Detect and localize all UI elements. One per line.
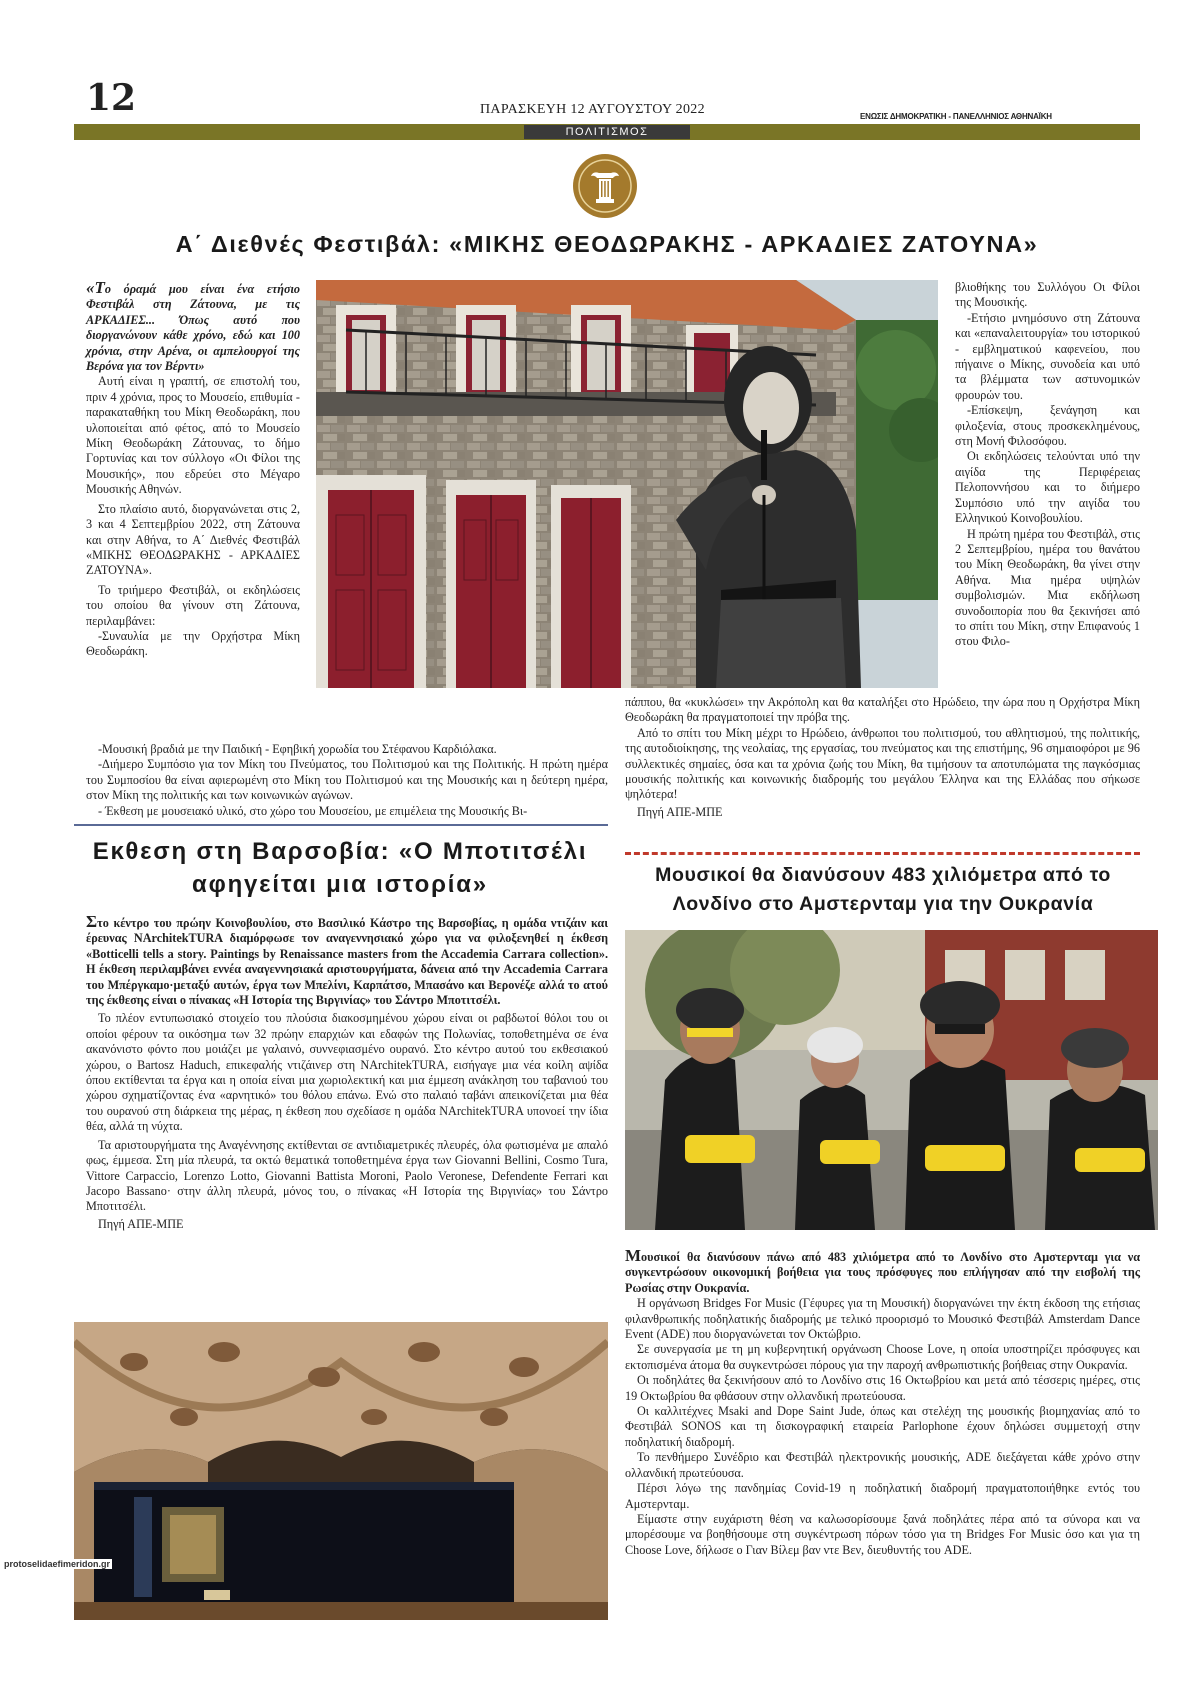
article1-paragraph: -Ετήσιο μνημόσυνο στη Ζάτουνα και «επαναλειτουργία» του ιστορικού - εμβληματικού καφενείου, που πήγαινε ο Μίκης, συνοδεία και υπό τα βλέμματα των αστυνομικών φρουρών του. xyxy=(955,310,1140,402)
issue-date: ΠΑΡΑΣΚΕΥΗ 12 ΑΥΓΟΥΣΤΟΥ 2022 xyxy=(480,102,705,117)
article1-paragraph: -Συναυλία με την Ορχήστρα Μίκη Θεοδωράκη. xyxy=(86,628,300,659)
article3-paragraph: Το πενθήμερο Συνέδριο και Φεστιβάλ ηλεκτρονικής μουσικής, ADE διεξάγεται κάθε χρόνο στην ολλανδική πρωτεύουσα. xyxy=(625,1450,1140,1480)
article1-paragraph: Αυτή είναι η γραπτή, σε επιστολή του, πριν 4 χρόνια, προς το Μουσείο, επιθυμία - παρακαταθήκη του Μίκη Θεοδωράκη, που υλοποιείται από φέτος, από το Μουσείο Μίκη Θεοδωράκη Ζάτουνας, το δήμο Γορτυνίας και τον σύλλογο «Οι Φίλοι της Μουσικής», που εδρεύει στο Μέγαρο Μουσικής Αθηνών. xyxy=(86,374,300,497)
article1-right-column xyxy=(955,280,1140,650)
article2-source: Πηγή ΑΠΕ-ΜΠΕ xyxy=(98,1216,184,1231)
article1-paragraph: Από το σπίτι του Μίκη μέχρι το Ηρώδειο, άνθρωποι του πολιτισμού, του αθλητισμού, της πολιτικής, της αυτοδιοίκησης, της νεολαίας, της εργασίας, του πνεύματος και της επιστήμης, 96 σημαιοφόροι με 96 συλλεκτικές σημαίες, όσα και τα χρόνια ζωής του Μίκη, θα τιμήσουν τα αποτυπώματα της παγκόσμιας μουσικής πολιτικής και κοινωνικής διαδρομής του μεγάλου Έλληνα και της Ελλάδας που σήκωσε ψηλότερα! xyxy=(625,725,1140,802)
article3-paragraph: Είμαστε στην ευχάριστη θέση να καλωσορίσουμε ξανά ποδηλάτες πέρα από τα σύνορα και να μπορέσουμε να βοηθήσουμε στη συγκέντρωση πόρων τόσο για τη Bridges For Music όσο και για τη Choose Love, δήλωσε ο Γιαν Βίλεμ βαν ντε Βεν, διευθυντής του ADE. xyxy=(625,1511,1140,1557)
article2-headline: Εκθεση στη Βαρσοβία: «Ο Μποτιτσέλι αφηγείται μια ιστορία» xyxy=(92,838,588,898)
cyclists-photo xyxy=(625,930,1158,1230)
article1-paragraph: Στο πλαίσιο αυτό, διοργανώνεται στις 2, 3 και 4 Σεπτεμβρίου 2022, στη Ζάτουνα και στην Αθήνα, το Α΄ Διεθνές Φεστιβάλ «ΜΙΚΗΣ ΘΕΟΔΩΡΑΚΗΣ - ΑΡΚΑΔΙΕΣ ΖΑΤΟΥΝΑ». xyxy=(86,501,300,578)
article1-lead: «Το όραμά μου είναι ένα ετήσιο Φεστιβάλ στη Ζάτουνα, με τις ΑΡΚΑΔΙΕΣ... Όπως αυτό που διοργανώνουν κάθε χρόνο, εδώ και 100 χρόνια, στην Αρένα, οι αμπελουργοί της Βερόνα για τον Βέρντι» xyxy=(86,278,300,374)
article3-paragraph: Οι καλλιτέχνες Msaki and Dope Saint Jude, όπως και στελέχη της μουσικής βιομηχανίας από το Φεστιβάλ SONOS και τη δισκογραφική εταιρεία Parlophone έχουν δηλώσει συμμετοχή στην ποδηλατική διαδρομή. xyxy=(625,1404,1140,1449)
article3-lead: Μουσικοί θα διανύσουν πάνω από 483 χιλιόμετρα από το Λονδίνο στο Αμστερνταμ για να συγκεντρώσουν οικονομική βοήθεια για τους πρόσφυγες που επλήγησαν από την εισβολή της Ρωσίας στην Ουκρανία. xyxy=(625,1246,1140,1295)
divider-left xyxy=(74,824,608,826)
paper-name: ΕΝΩΣΙΣ ΔΗΜΟΚΡΑΤΙΚΗ - ΠΑΝΕΛΛΗΝΙΟΣ ΑΘΗΝΑΪΚΗ xyxy=(860,112,1052,121)
divider-right xyxy=(625,852,1140,855)
article3-headline: Μουσικοί θα διανύσουν 483 χιλιόμετρα από το Λονδίνο στο Αμστερνταμ για την Ουκρανία xyxy=(655,864,1111,915)
article1-paragraph: Οι εκδηλώσεις τελούνται υπό την αιγίδα της Περιφέρειας Πελοποννήσου και το διήμερο Συμπόσιο υπό την αιγίδα του Ελληνικού Κοινοβουλίου. xyxy=(955,449,1140,526)
article1-left-column xyxy=(86,280,300,660)
article3-paragraph: Η οργάνωση Bridges For Music (Γέφυρες για τη Μουσική) διοργανώνει την έκτη έκδοση της ετήσιας φιλανθρωπικής ποδηλατικής διαδρομής με τελικό προορισμό το Μουσικό Φεστιβάλ Amsterdam Dance Event (ADE) που διοργανώνεται τον Οκτώβριο. xyxy=(625,1296,1140,1342)
section-label: ΠΟΛΙΤΙΣΜΟΣ xyxy=(524,125,690,139)
article2-lead: Στο κέντρο του πρώην Κοινοβουλίου, στο Βασιλικό Κάστρο της Βαρσοβίας, η ομάδα ντιζάιν και έρευνας NArchitekTURA διαμόρφωσε τον αναγεννησιακό χώρο για να φιλοξενηθεί η έκθεση «Botticelli tells a story. Paintings by Renaissance masters from the Accademia Carrara collection». Η έκθεση περιλαμβάνει εννέα αναγεννησιακά αριστουργήματα, δάνεια από την Accademia Carrara του Μπέργκαμο·μεταξύ αυτών, έργα των Μπελίνι, Καρπάτσο, Μπασάνο και Βερονέζε αλλά το ατού της έκθεσης είναι ο πίνακας «Η Ιστορία της Βιργινίας» του Σάντρο Μποτιτσέλι. xyxy=(86,912,608,1008)
article1-bottom-left xyxy=(86,742,608,819)
article1-paragraph: - Έκθεση με μουσειακό υλικό, στο χώρο του Μουσείου, με επιμέλεια της Μουσικής Βι- xyxy=(98,803,528,818)
article1-paragraph: -Μουσική βραδιά με την Παιδική - Εφηβική χορωδία του Στέφανου Καρδιόλακα. xyxy=(98,742,497,756)
column-icon xyxy=(573,154,637,218)
article1-bottom-right xyxy=(625,695,1140,820)
article2-body xyxy=(86,914,608,1232)
article1-headline: Α΄ Διεθνές Φεστιβάλ: «ΜΙΚΗΣ ΘΕΟΔΩΡΑΚΗΣ - ΑΡΚΑΔΙΕΣ ΖΑΤΟΥΝΑ» xyxy=(175,231,1039,257)
article3-body xyxy=(625,1248,1140,1558)
exhibition-hall-photo xyxy=(74,1322,608,1620)
article1-paragraph: πάππου, θα «κυκλώσει» την Ακρόπολη και θα καταλήξει στο Ηρώδειο, την ώρα που η Ορχήστρα Μίκη Θεοδωράκη θα πραγματοποιεί την πρόβα της. xyxy=(625,695,1140,725)
article1-paragraph: Η πρώτη ημέρα του Φεστιβάλ, στις 2 Σεπτεμβρίου, ημέρα του θανάτου του Μίκη Θεοδωράκη, θα γίνει στην Αθήνα. Μια ημέρα υψηλών συμβολισμών. Μια εκδήλωση συνοδοιπορία που θα ξεκινήσει από το σπίτι του Μίκη, στην Επιφανούς 1 στου Φιλο- xyxy=(955,526,1140,649)
article2-paragraph: Το πλέον εντυπωσιακό στοιχείο του πλούσια διακοσμημένου χώρου είναι οι ραβδωτοί θόλοι του οι οποίοι φέρουν τα οικόσημα των 32 πρώην επαρχιών και εδαφών της Πολωνίας, τοποθετημένα σε ένα ακανόνιστο φόντο που μοιάζει με γαλαινό, συννεφιασμένο ουρανό. Στο κέντρο αυτού του εκθεσιακού χώρου, ο Bartosz Haduch, επικεφαλής ντιζάινερ στη NArchitekTURA, εισήγαγε μια νέα κοίλη αψίδα όπου εκτίθενται τα έργα και η οποία είναι μια χωριολεκτική και μια έμμεση ανάκληση του ταβανιού του χώρου σχηματίζοντας ένα «αρνητικό» του θόλου επάνω. Ενώ στο παλαιό ταβάνι απεικονίζεται μια θέα του ουρανού στη διάρκεια της μέρας, η έκθεση που σχεδίασε η ομάδα NArchitekTURA υπονοεί την ίδια θέα, αλλά τη νύχτα. xyxy=(86,1011,608,1134)
article1-paragraph: -Επίσκεψη, ξενάγηση και φιλοξενία, στους προσκεκλημένους, στη Μονή Φιλοσόφου. xyxy=(955,403,1140,449)
article3-paragraph: Πέρσι λόγω της πανδημίας Covid-19 η ποδηλατική διαδρομή πραγματοποιήθηκε εντός του Αμστερνταμ. xyxy=(625,1481,1140,1511)
page-number: 12 xyxy=(86,77,137,119)
article1-paragraph: Το τριήμερο Φεστιβάλ, οι εκδηλώσεις του οποίου θα γίνουν στη Ζάτουνα, περιλαμβάνει: xyxy=(86,582,300,628)
article1-paragraph: βλιοθήκης του Συλλόγου Οι Φίλοι της Μουσικής. xyxy=(955,280,1140,310)
article3-paragraph: Σε συνεργασία με τη μη κυβερνητική οργάνωση Choose Love, η οποία υποστηρίζει πρόσφυγες και εκτοπισμένα άτομα θα συγκεντρώσει πόρους για την παροχή ανθρωπιστικής βοήθειας στην Ουκρανία. xyxy=(625,1342,1140,1372)
article2-paragraph: Τα αριστουργήματα της Αναγέννησης εκτίθενται σε αντιδιαμετρικές πλευρές, όλα φωτισμένα με απαλό φως, έμμεσα. Στη μία πλευρά, τα οκτώ θεματικά τοποθετημένα έργα των Giovanni Bellini, Cosmo Tura, Vittore Carpaccio, Lorenzo Lotto, Giovanni Battista Moroni, Paolo Veronese, Defendente Ferrari και Jacopo Bassano· στην άλλη πλευρά, μόνος του, ο πίνακας «Η Ιστορία της Βιργινίας» του Σάντρο Μποτιτσέλι. xyxy=(86,1137,608,1214)
article3-paragraph: Οι ποδηλάτες θα ξεκινήσουν από το Λονδίνο στις 16 Οκτωβρίου και μετά από τέσσερις ημέρες, στις 19 Οκτωβρίου θα φθάσουν στην ολλανδική πρωτεύουσα. xyxy=(625,1373,1140,1403)
article1-paragraph: -Διήμερο Συμπόσιο για τον Μίκη του Πνεύματος, του Πολιτισμού και της Πολιτικής. Η πρώτη ημέρα του Συμποσίου θα είναι αφιερωμένη στο Μίκη του Πολιτισμού και της Μουσικής και η δεύτερη ημέρα, στον Μίκη της πολιτικής και των κοινωνικών αγώνων. xyxy=(86,757,608,803)
article1-source: Πηγή ΑΠΕ-ΜΠΕ xyxy=(637,804,723,819)
zatouna-house-photo xyxy=(316,280,938,688)
watermark: protoselidaefimeridon.gr xyxy=(4,1559,111,1569)
